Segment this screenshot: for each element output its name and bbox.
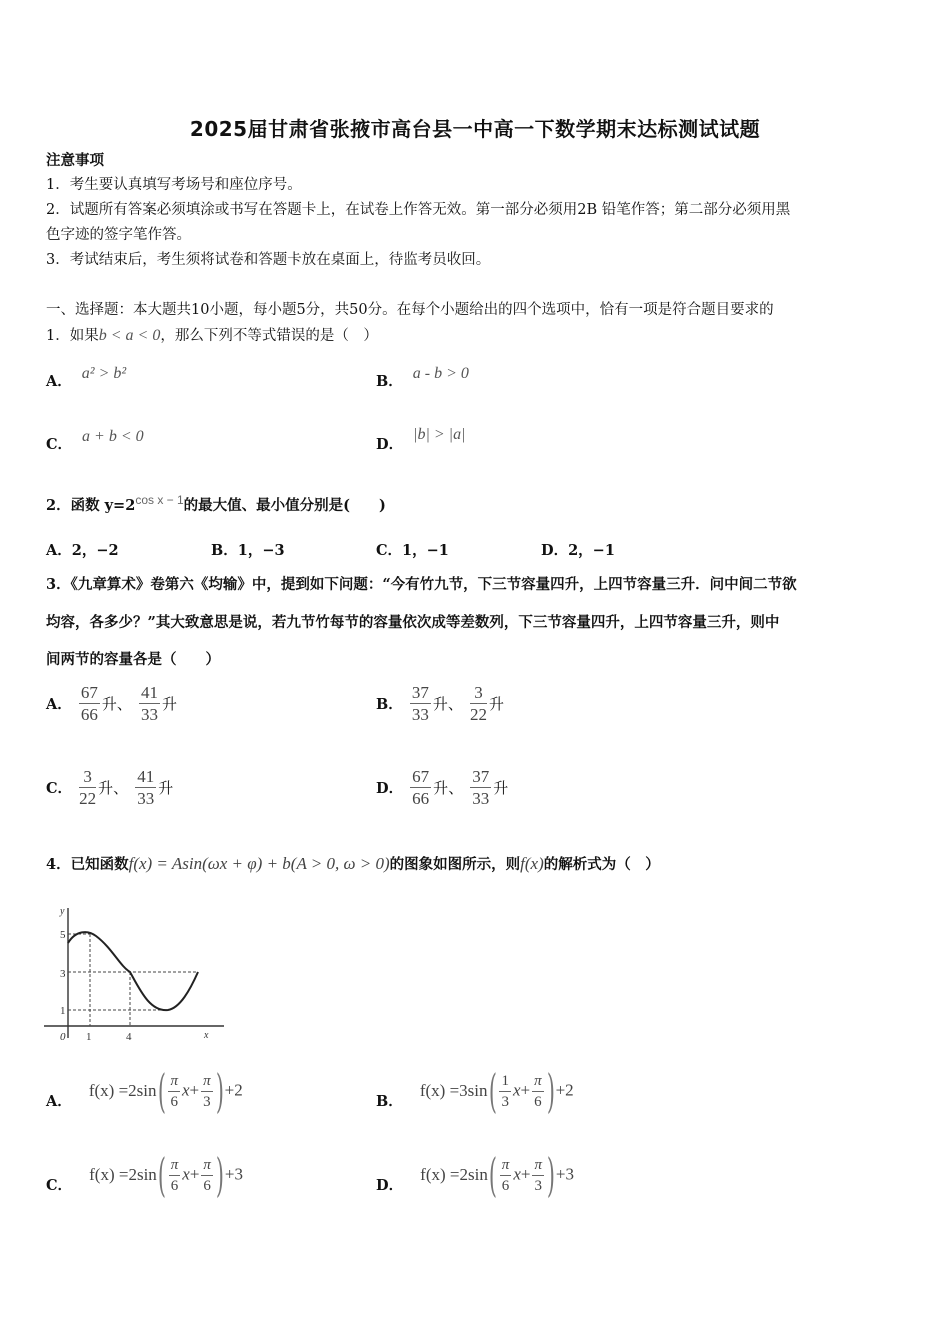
option-expr: a - b > 0: [412, 365, 469, 382]
question-3-line: 均容，各多少？”其大致意思是说，若九节竹每节的容量依次成等差数列，下三节容量四升，上四节容量三升，则中: [46, 614, 780, 631]
y-tick-label: 5: [60, 929, 66, 941]
option-label: A．: [46, 696, 72, 713]
y-tick-label: 1: [60, 1005, 66, 1017]
q1-option-a[interactable]: [46, 362, 127, 390]
q2-option-d[interactable]: [541, 538, 615, 563]
section-heading: 一、选择题：本大题共10小题，每小题5分，共50分。在每个小题给出的四个选项中，恰有一项是符合题目要求的: [46, 302, 774, 318]
option-expr: a + b < 0: [82, 428, 144, 445]
q2-option-a[interactable]: [46, 538, 119, 563]
option-label: B．: [376, 1092, 403, 1110]
option-lead: f(x) =2sin: [420, 1164, 488, 1184]
option-label: B．: [376, 696, 403, 713]
x-axis-label: x: [204, 1030, 209, 1041]
option-label: B．: [376, 373, 403, 390]
option-text: 2，−2: [71, 542, 119, 559]
option-label: A．: [46, 373, 72, 390]
q1-prefix: 1．如果: [46, 328, 99, 344]
q1-option-c[interactable]: [46, 425, 144, 453]
option-label: D．: [376, 1176, 404, 1194]
option-expr: a² > b²: [81, 365, 127, 382]
option-label: D．: [376, 780, 404, 797]
option-text: 2，−1: [568, 542, 615, 559]
notice-item: 色字迹的签字笔作答。: [46, 227, 191, 243]
question-4: [46, 852, 660, 877]
option-tail: +2: [224, 1080, 243, 1100]
q4-function: f(x) = Asin(ωx + φ) + b(A > 0, ω > 0): [128, 854, 390, 873]
question-3-line: 间两节的容量各是（ ）: [46, 651, 220, 668]
option-label: C．: [46, 780, 73, 797]
fraction-1: $\frac{3}{22}$: [79, 767, 97, 808]
q4-option-c[interactable]: C． f(x) =2sin( $\frac{\pi}{6}$ x+ $\frac{\pi}{6}$ )+3: [46, 1148, 243, 1202]
notice-item: 2．试题所有答案必须填涂或书写在答题卡上，在试卷上作答无效。第一部分必须用2B 铅笔作答；第二部分必须用黑: [46, 202, 791, 218]
option-lead: f(x) =3sin: [419, 1080, 488, 1100]
q2-option-b[interactable]: [211, 538, 285, 563]
q1-suffix: ，那么下列不等式错误的是（ ）: [160, 328, 378, 344]
y-tick-label: 3: [60, 968, 66, 980]
q2-suffix: 的最大值、最小值分别是( ): [183, 496, 386, 514]
question-3-line: 3．《九章算术》卷第六《均输》中，提到如下问题：“今有竹九节，下三节容量四升，上四节容量三升．问中间二节欲: [46, 576, 797, 593]
notice-heading: 注意事项: [46, 152, 104, 169]
notice-item: 3．考试结束后，考生须将试卷和答题卡放在桌面上，待监考员收回。: [46, 252, 491, 268]
q4-prefix: 4．已知函数: [46, 856, 129, 873]
option-label: B．: [211, 542, 238, 559]
q4-middle: 的图象如图所示，则: [389, 856, 521, 873]
option-label: D．: [541, 542, 569, 559]
option-text: 1，−1: [402, 542, 449, 559]
x-tick-label: 1: [86, 1031, 92, 1043]
q1-condition: b < a < 0: [98, 327, 161, 344]
option-label: A．: [46, 542, 72, 559]
option-expr: |b| > |a|: [413, 426, 466, 443]
option-tail: +3: [224, 1164, 243, 1184]
fraction-1: $\frac{67}{66}$: [412, 767, 430, 808]
q4-option-d[interactable]: D． f(x) =2sin( $\frac{\pi}{6}$ x+ $\frac{\pi}{3}$ )+3: [376, 1148, 575, 1202]
q4-option-b[interactable]: B． f(x) =3sin( $\frac{1}{3}$ x+ $\frac{\pi}{6}$ )+2: [376, 1064, 574, 1118]
q4-option-a[interactable]: A． f(x) =2sin( $\frac{\pi}{6}$ x+ $\frac{\pi}{3}$ )+2: [46, 1064, 243, 1118]
origin-label: 0: [60, 1031, 66, 1043]
x-tick-label: 4: [126, 1031, 132, 1043]
fraction-2: $\frac{41}{33}$: [140, 683, 158, 724]
q4-fx: f(x): [520, 854, 544, 873]
y-axis-label: y: [60, 906, 65, 917]
option-lead: f(x) =2sin: [88, 1080, 157, 1100]
q4-graph: [40, 900, 230, 1050]
fraction-1: $\frac{67}{66}$: [80, 683, 98, 724]
option-text: 1，−3: [237, 542, 285, 559]
option-label: C．: [46, 436, 73, 453]
option-lead: f(x) =2sin: [89, 1164, 157, 1184]
notice-item: 1．考生要认真填写考场号和座位序号。: [46, 177, 302, 193]
q4-suffix: 的解析式为（ ）: [543, 856, 660, 873]
fraction-2: $\frac{3}{22}$: [469, 683, 487, 724]
option-tail: +3: [555, 1164, 575, 1184]
question-2: [46, 488, 386, 518]
q2-exponent: cos x − 1: [135, 493, 184, 507]
q3-option-a[interactable]: A． $\frac{67}{66}$ 升、 $\frac{41}{33}$ 升: [46, 683, 177, 724]
option-label: C．: [376, 542, 403, 559]
q1-option-d[interactable]: [376, 423, 466, 453]
q3-option-b[interactable]: B． $\frac{37}{33}$ 升、 $\frac{3}{22}$ 升: [376, 683, 504, 724]
sine-curve: [68, 932, 198, 1010]
fraction-1: $\frac{37}{33}$: [411, 683, 429, 724]
q3-option-c[interactable]: C． $\frac{3}{22}$ 升、 $\frac{41}{33}$ 升: [46, 767, 174, 808]
fraction-2: $\frac{37}{33}$: [472, 767, 490, 808]
q3-option-d[interactable]: D． $\frac{67}{66}$ 升、 $\frac{37}{33}$ 升: [376, 767, 509, 808]
fraction-2: $\frac{41}{33}$: [137, 767, 155, 808]
option-label: A．: [46, 1092, 72, 1110]
q2-option-c[interactable]: [376, 538, 449, 563]
option-label: C．: [46, 1176, 73, 1194]
q2-prefix: 2．函数 y=2: [46, 496, 136, 514]
page-title: 2025届甘肃省张掖市高台县一中高一下数学期末达标测试试题: [189, 117, 761, 141]
option-tail: +2: [555, 1080, 574, 1100]
option-label: D．: [376, 436, 404, 453]
question-1: [46, 323, 378, 349]
q1-option-b[interactable]: [376, 362, 469, 390]
